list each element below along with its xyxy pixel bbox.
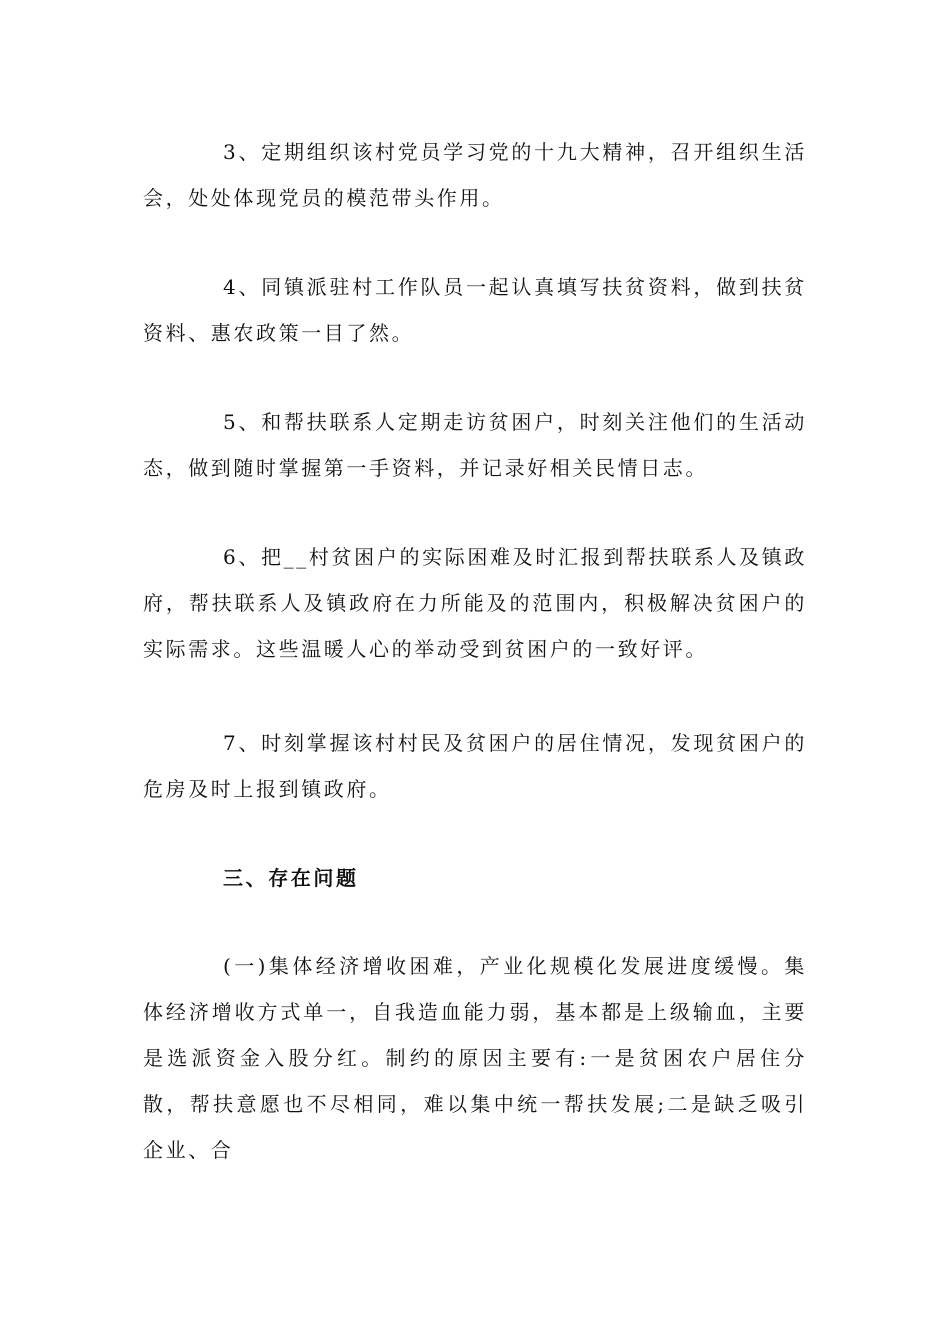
paragraph-item-7: 7、时刻掌握该村村民及贫困户的居住情况，发现贫困户的危房及时上报到镇政府。 — [143, 731, 807, 801]
paragraph-item-6: 6、把__村贫困户的实际困难及时汇报到帮扶联系人及镇政府，帮扶联系人及镇政府在力所能及的范围内，积极解决贫困户的实际需求。这些温暖人心的举动受到贫困户的一致好评。 — [143, 545, 807, 661]
paragraph-item-5: 5、和帮扶联系人定期走访贫困户，时刻关注他们的生活动态，做到随时掌握第一手资料，并记录好相关民情日志。 — [143, 410, 807, 480]
paragraph-item-3: 3、定期组织该村党员学习党的十九大精神，召开组织生活会，处处体现党员的模范带头作用。 — [143, 140, 807, 210]
paragraph-item-4: 4、同镇派驻村工作队员一起认真填写扶贫资料，做到扶贫资料、惠农政策一目了然。 — [143, 275, 807, 345]
problem-paragraph: (一)集体经济增收困难，产业化规模化发展进度缓慢。集体经济增收方式单一，自我造血能力弱，基本都是上级输血，主要是选派资金入股分红。制约的原因主要有:一是贫困农户居住分散，帮扶意愿也不尽相同，难以集中统一帮扶发展;二是缺乏吸引企业、合 — [143, 954, 807, 1162]
section-heading: 三、存在问题 — [223, 866, 359, 890]
